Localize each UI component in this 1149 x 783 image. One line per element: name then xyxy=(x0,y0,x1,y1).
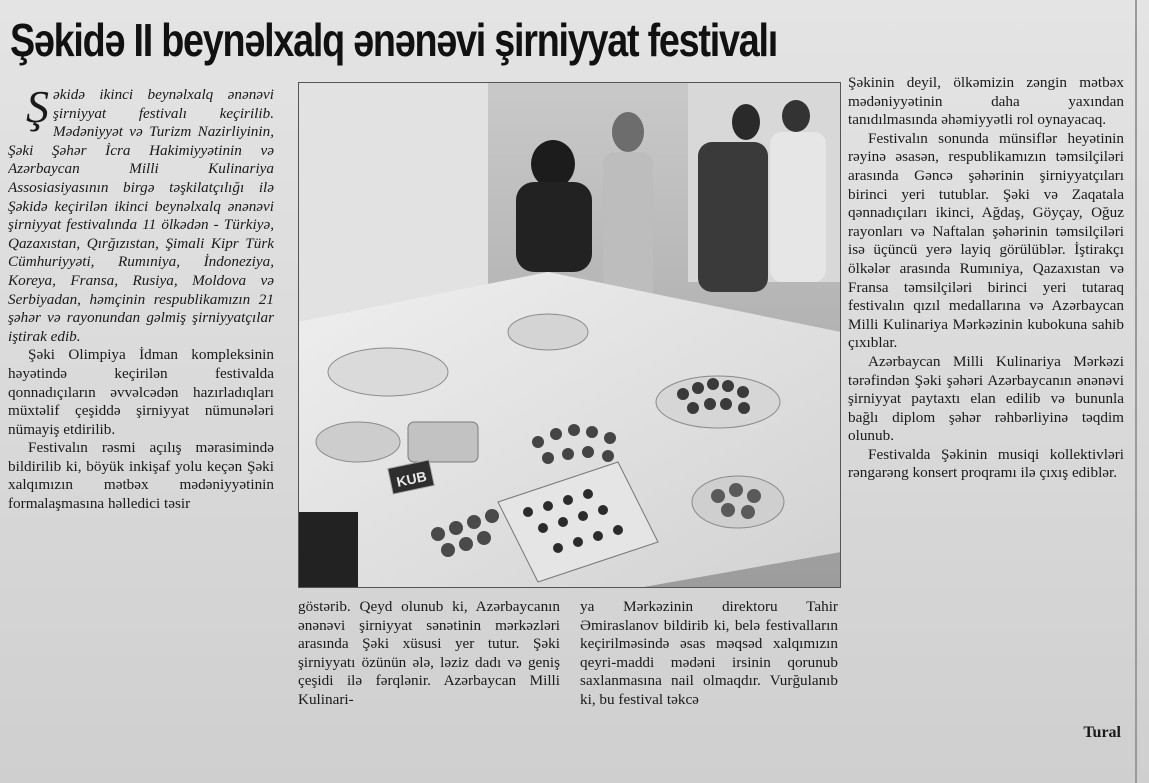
col1-paragraph-1 xyxy=(8,86,274,346)
col1-paragraph-1-text: əkidə ikinci beynəlxalq ənənəvi şirniyyat festivalı keçirilib. Mədəniyyət və Turizm Nazirliyinin, Şəki Şəhər İcra Hakimiyyətinin və Azərbaycan Milli Kulinariya Assosiasiyasının birgə təşkilatçılığı ilə Şəkidə keçirilən ikinci beynəlxalq ənənəvi şirniyyat festivalında 11 ölkədən - Türkiyə, Qazaxıstan, Qırğızıstan, Şimali Kipr Türk Cümhuriyyəti, Rumıniya, İndoneziya, Koreya, Fransa, Rusiya, Moldova və Serbiyadan, həmçinin respublikamızın 21 şəhər və rayonundan gəlmiş şirniyyatçılar iştirak edib. xyxy=(8,86,274,345)
article-column-3: ya Mərkəzinin direktoru Tahir Əmiraslanov bildirib ki, belə festivalların keçirilməsində əsas məqsəd xalqımızın qeyri-maddi mədəni irsinin qorunub saxlanmasına nail olmaqdır. Vurğulanıb ki, bu festival təkcə xyxy=(580,598,838,708)
article-headline: Şəkidə II beynəlxalq ənənəvi şirniyyat festivalı xyxy=(10,14,778,66)
photo-sign-text: KUB xyxy=(395,467,429,490)
dropcap: Ş xyxy=(26,86,49,132)
col4-paragraph-1: Şəkinin deyil, ölkəmizin zəngin mətbəx mədəniyyətinin daha yaxından tanıdılmasında əhəmiyyətli rol oynayacaq. xyxy=(848,74,1124,129)
col1-paragraph-2: Şəki Olimpiya İdman kompleksinin həyətində keçirilən festivalda qonnadıçıların əvvəlcədən hazırladıqları müxtəlif çeşiddə şirniyyat nümunələri nümayiş etdirilib. xyxy=(8,346,274,438)
col4-paragraph-2: Festivalın sonunda münsiflər heyətinin rəyinə əsasən, respublikamızın təmsilçiləri arasında Gəncə şəhərinin şirniyyatçıları birinci yeri tutublar. Şəki və Zaqatala qənnadıçıları ikinci, Ağdaş, Göyçay, Oğuz rayonları və Naftalan şəhərinin təmsilçiləri isə üçüncü yerə layiq görülüblər. İştirakçı ölkələr arasında Rumıniya, Qazaxıstan və Fransa təmsilçiləri birinci yeri tutaraq festivalın qızıl medallarına və Azərbaycan Milli Kulinariya Mərkəzinin kubokuna sahib çıxıblar. xyxy=(848,129,1124,352)
page-edge-rule xyxy=(1135,0,1137,783)
photo-festival-table-icon xyxy=(298,82,841,588)
col4-paragraph-3: Azərbaycan Milli Kulinariya Mərkəzi tərəfindən Şəki şəhəri Azərbaycanın ənənəvi şirniyyat paytaxtı elan edilib və bununla bağlı diplom şəhər rəhbərliyinə təqdim olunub. xyxy=(848,352,1124,445)
col4-paragraph-4: Festivalda Şəkinin musiqi kollektivləri rəngarəng konsert proqramı ilə çıxış ediblər. xyxy=(848,445,1124,482)
col1-paragraph-3: Festivalın rəsmi açılış mərasimində bildirilib ki, böyük inkişaf yolu keçən Şəki xalqımızın mətbəx mədəniyyətinin formalaşmasına həlledici təsir xyxy=(8,439,274,513)
festival-photo xyxy=(298,82,841,588)
article-column-2: göstərib. Qeyd olunub ki, Azərbaycanın ənənəvi şirniyyat sənətinin mərkəzləri arasında Şəki xüsusi yer tutur. Şəki şirniyyatı özünün ələ, ləziz dadı və geniş çeşidi ilə fərqlənir. Azərbaycan Milli Kulinari- xyxy=(298,598,560,708)
article-column-4 xyxy=(848,74,1124,748)
article-author: Tural xyxy=(1083,724,1121,741)
article-column-1 xyxy=(8,86,274,776)
